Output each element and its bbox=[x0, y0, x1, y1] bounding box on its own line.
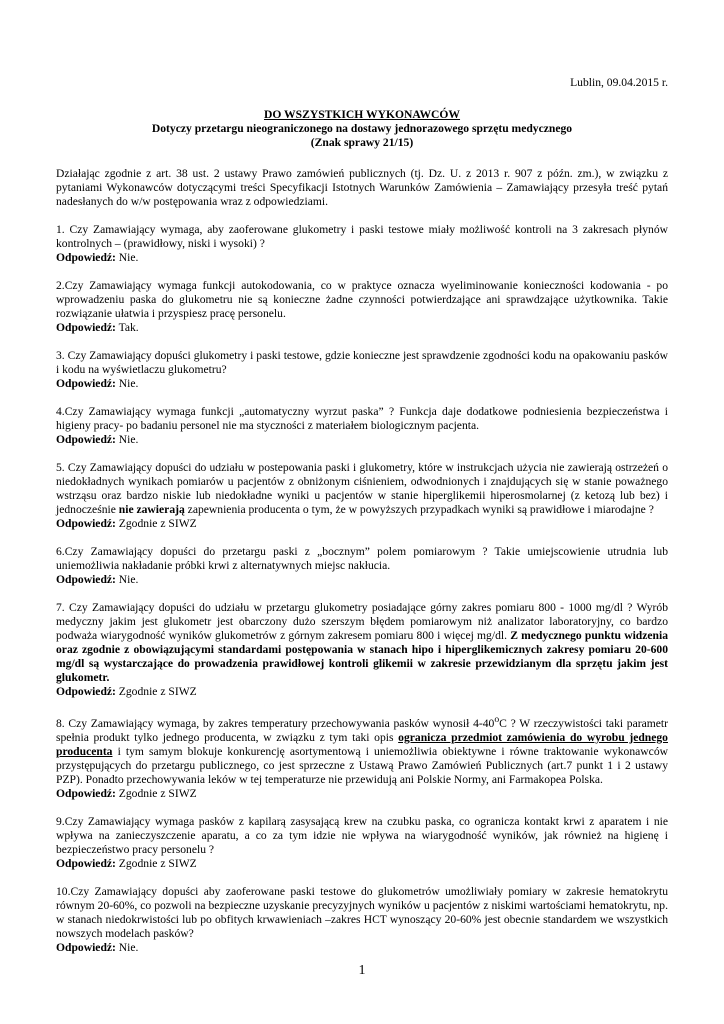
question-text: 9.Czy Zamawiający wymaga pasków z kapilarą zasysającą krew na czubku paska, co ogranicza kontakt krwi z aparatem i nie wpływa na zanieczyszczenie aparatu, a co za tym idzie nie wpływa na wiarygodność wyników, jak również na higienę i bezpieczeństwo pracy personelu ? bbox=[56, 814, 668, 856]
document-header bbox=[56, 108, 668, 150]
answer-label: Odpowiedź: bbox=[56, 940, 116, 954]
question-text: 1. Czy Zamawiający wymaga, aby zaoferowane glukometry i paski testowe miały możliwość kontroli na 3 zakresach płynów kontrolnych – (prawidłowy, niski i wysoki) ? bbox=[56, 223, 668, 250]
document-date: Lublin, 09.04.2015 r. bbox=[570, 76, 668, 89]
question-6 bbox=[56, 545, 668, 587]
question-underlined-emphasis: ogranicza przedmiot zamówienia do wyrobu jednego producenta bbox=[56, 730, 668, 758]
answer-label: Odpowiedź: bbox=[56, 377, 116, 390]
question-2 bbox=[56, 279, 668, 335]
header-addressee: DO WSZYSTKICH WYKONAWCÓW bbox=[263, 108, 461, 121]
answer-text: Nie. bbox=[115, 433, 139, 446]
question-text-part: 8. Czy Zamawiający wymaga, by zakres temperatury przechowywania pasków wynosił 4-40 bbox=[56, 716, 495, 730]
answer-label: Odpowiedź: bbox=[56, 321, 116, 334]
answer-label: Odpowiedź: bbox=[56, 433, 116, 446]
answer-text: Zgodnie z SIWZ bbox=[115, 786, 197, 800]
answer-text: Tak. bbox=[115, 321, 139, 334]
answer-text: Nie. bbox=[115, 940, 139, 954]
answer-label: Odpowiedź: bbox=[56, 786, 116, 800]
page-number: 1 bbox=[358, 963, 366, 978]
question-text: 10.Czy Zamawiający dopuści aby zaoferowane paski testowe do glukometrów umożliwiały pomiary w zakresie hematokrytu równym 20-60%, co pozwoli na bezpieczne uzyskanie precyzyjnych wyników u pacjentów z niskimi wartościami hematokrytu, np. w stanach niedokrwistości lub po obfitych krwawieniach –zakres HCT wynoszący 20-60% jest obecnie standardem we wszystkich nowszych modelach pasków? bbox=[56, 884, 668, 940]
question-4 bbox=[56, 405, 668, 447]
question-10 bbox=[56, 885, 668, 955]
question-text-part: zapewnienia producenta o tym, że w powyższych przypadkach wyniki są prawidłowe i miarodajne ? bbox=[184, 503, 654, 516]
question-text bbox=[56, 461, 668, 517]
question-text: 4.Czy Zamawiający wymaga funkcji „automatyczny wyrzut paska” ? Funkcja daje dodatkowe podniesienia bezpieczeństwa i higieny pracy- po badaniu personel nie ma styczności z materiałem biologicznym pacjenta. bbox=[56, 405, 668, 432]
header-case-number: (Znak sprawy 21/15) bbox=[310, 136, 414, 149]
question-text: 3. Czy Zamawiający dopuści glukometry i paski testowe, gdzie konieczne jest sprawdzenie zgodności kodu na opakowaniu pasków i kodu na wyświetlaczu glukometru? bbox=[56, 349, 668, 376]
intro-paragraph: Działając zgodnie z art. 38 ust. 2 ustawy Prawo zamówień publicznych (tj. Dz. U. z 2013 r. 907 z późn. zm.), w związku z pytaniami Wykonawców dotyczącymi treści Specyfikacji Istotnych Warunków Zamówienia – Zamawiający przesyła treść pytań nadesłanych do w/w postępowania wraz z odpowiedziami. bbox=[56, 167, 668, 208]
question-text-part: 7. Czy Zamawiający dopuści do udziału w przetargu glukometry posiadające górny zakres pomiaru 800 - 1000 mg/dl ? Wyrób medyczny jakim jest glukometr jest obarczony dużo szerszym błędem pomiarowym niż analizator laboratoryjny, co bardzo podważa wiarygodność wyników glukometrów z górnym zakresem pomiaru 800 i więcej mg/dl. bbox=[56, 601, 668, 642]
question-8 bbox=[56, 713, 668, 801]
question-7 bbox=[56, 601, 668, 699]
degree-superscript: o bbox=[494, 714, 500, 725]
question-text bbox=[56, 713, 668, 787]
question-9 bbox=[56, 815, 668, 871]
question-emphasis: nie zawierają bbox=[118, 503, 185, 516]
answer-label: Odpowiedź: bbox=[56, 856, 116, 870]
question-text: 6.Czy Zamawiający dopuści do przetargu paski z „bocznym” polem pomiarowym ? Takie umiejscowienie utrudnia lub uniemożliwia nakładanie próbki krwi z alternatywnych miejsc nakłucia. bbox=[56, 545, 668, 572]
answer-text: Zgodnie z SIWZ bbox=[115, 856, 197, 870]
answer-text: Zgodnie z SIWZ bbox=[115, 517, 197, 530]
answer-text: Nie. bbox=[115, 573, 139, 586]
question-text-part: C ? W rzeczywistości taki parametr spełnia produkt tylko jednego producenta, w związku z tym taki opis bbox=[56, 716, 668, 744]
answer-text: Zgodnie z SIWZ bbox=[115, 685, 197, 698]
document-body bbox=[56, 167, 668, 955]
answer-label: Odpowiedź: bbox=[56, 685, 116, 698]
question-5 bbox=[56, 461, 668, 531]
question-3 bbox=[56, 349, 668, 391]
answer-label: Odpowiedź: bbox=[56, 517, 116, 530]
question-emphasis: Z medycznego punktu widzenia oraz zgodnie z obowiązującymi standardami postępowania w stanach hipo i hiperglikemicznych zakresy pomiaru 20-600 mg/dl są wystarczające do prowadzenia prawidłowej kontroli glikemii w zakresie przewidzianym dla sprzętu jakim jest glukometr. bbox=[56, 629, 668, 684]
question-text: 2.Czy Zamawiający wymaga funkcji autokodowania, co w praktyce oznacza wyeliminowanie konieczności kodowania - po wprowadzeniu paska do glukometru nie są konieczne żadne czynności potwierdzające ani sprawdzające użytkownika. Takie rozwiązanie ułatwia i przyspiesz pracę personelu. bbox=[56, 279, 668, 320]
question-text-part: 5. Czy Zamawiający dopuści do udziału w postepowania paski i glukometry, które w instrukcjach użycia nie zawierają ostrzeżeń o niedokładnych wynikach pomiarów u pacjentów z obniżonym ciśnieniem, odwodnionych i znajdujących się w stanie poważnego wstrząsu oraz bardzo niskie lub niedokładne wyniki u pacjentów w stanie hiperglikemii hiperosmolarnej (z ketozą lub bez) i jednocześnie bbox=[56, 461, 668, 516]
answer-text: Nie. bbox=[115, 377, 139, 390]
question-text bbox=[56, 601, 668, 685]
question-text-part: i tym samym blokuje konkurencję asortymentową i uniemożliwia obiektywne i równe traktowanie wykonawców przystępujących do przetargu publicznego, co jest sprzeczne z Ustawą Prawo Zamówień Publicznych (art.7 punkt 1 i 2 ustawy PZP). Ponadto przechowywania leków w tej temperaturze nie przewidują ani Polskie Normy, ani Farmakopea Polska. bbox=[56, 744, 668, 786]
answer-text: Nie. bbox=[115, 251, 139, 264]
question-1 bbox=[56, 223, 668, 265]
answer-label: Odpowiedź: bbox=[56, 573, 116, 586]
answer-label: Odpowiedź: bbox=[56, 251, 116, 264]
header-subject: Dotyczy przetargu nieograniczonego na dostawy jednorazowego sprzętu medycznego bbox=[151, 122, 573, 135]
